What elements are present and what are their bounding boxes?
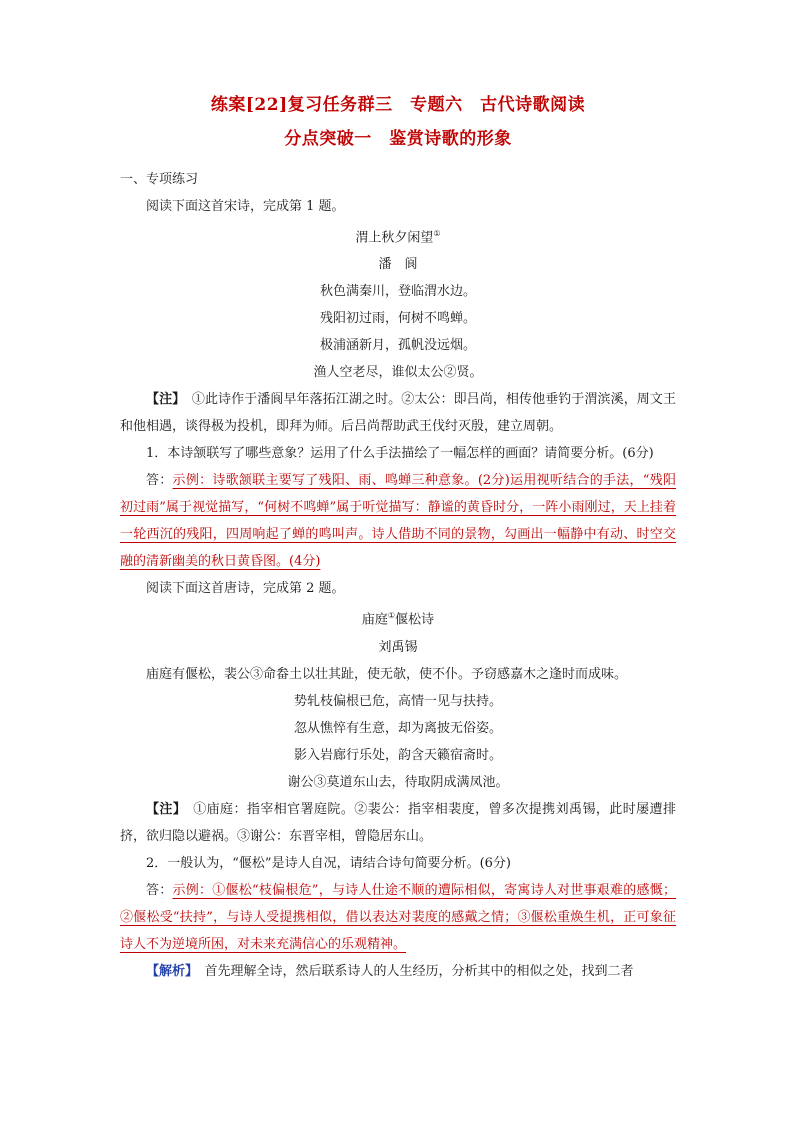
- q2-question: 2．一般认为，“偃松”是诗人自况，请结合诗句简要分析。(6分): [146, 855, 511, 871]
- q2-poem-line: 忽从憔悴有生意，却为离披无俗姿。: [293, 720, 502, 736]
- q1-poem-line: 渔人空老尽，谁似太公②贤。: [313, 365, 483, 381]
- q2-note: [120, 796, 676, 850]
- q2-poem-line: 影入岩廊行乐处，韵含天籁宿斋时。: [293, 747, 502, 763]
- q1-question: 1．本诗颔联写了哪些意象？运用了什么手法描绘了一幅怎样的画面？请简要分析。(6分): [146, 446, 654, 462]
- q1-answer: [120, 467, 676, 575]
- q2-poem-title-rest: 偃松诗: [395, 612, 435, 628]
- page-subtitle: 分点突破一 鉴赏诗歌的形象: [284, 129, 512, 149]
- q1-poem-title-text: 渭上秋夕闲望: [355, 230, 434, 246]
- q1-answer-label: 答：: [146, 473, 173, 489]
- q2-analysis-tag: 【解析】: [146, 963, 192, 979]
- q2-answer-label: 答：: [146, 882, 173, 898]
- q2-note-text: ①庙庭：指宰相官署庭院。②裴公：指宰相裴度，曾多次提携刘禹锡，此时屡遭排挤，欲归隐以避祸。③谢公：东晋宰相，曾隐居东山。: [120, 801, 676, 844]
- q2-answer-text: 示例：①偃松“枝偏根危”，与诗人仕途不顺的遭际相似，寄寓诗人对世事艰难的感慨；②偃松受“扶持”，与诗人受提携相似，借以表达对裴度的感戴之情；③偃松重焕生机，正可象征诗人不为逆境所困，对未来充满信心的乐观精神。: [120, 882, 676, 952]
- q1-poem-title-note: ①: [433, 229, 441, 238]
- q1-poem-line: 极浦涵新月，孤帆没远烟。: [319, 338, 476, 354]
- q2-poem-title-note: ①: [387, 611, 396, 621]
- q1-poem-title: [120, 220, 676, 251]
- q2-answer: [120, 877, 676, 958]
- q1-note-text: ①此诗作于潘阆早年落拓江湖之时。②太公：即吕尚，相传他垂钓于渭滨溪，周文王和他相遇，谈得极为投机，即拜为师。后吕尚帮助武王伐纣灭殷，建立周朝。: [120, 392, 676, 435]
- page-title: 练案[22]复习任务群三 专题六 古代诗歌阅读: [210, 95, 586, 115]
- q1-answer-text: 示例：诗歌颔联主要写了残阳、雨、鸣蝉三种意象。(2分)运用视听结合的手法，“残阳初过雨”属于视觉描写，“何树不鸣蝉”属于听觉描写：静谧的黄昏时分，一阵小雨刚过，天上挂着一轮西沉的残阳，四周响起了蝉的鸣叫声。诗人借助不同的景物，勾画出一幅静中有动、时空交融的清新幽美的秋日黄昏图。(4分): [120, 473, 676, 570]
- q2-analysis: [120, 958, 676, 985]
- q2-poem-author: 刘禹锡: [378, 639, 418, 655]
- q1-poem-line: 残阳初过雨，何树不鸣蝉。: [319, 311, 476, 327]
- section-heading: 一、专项练习: [120, 172, 199, 187]
- q2-analysis-text: 首先理解全诗，然后联系诗人的人生经历，分析其中的相似之处，找到二者: [191, 963, 634, 979]
- q1-poem-line: 秋色满秦川，登临渭水边。: [319, 284, 476, 300]
- q2-poem-title-text: 庙庭: [361, 612, 388, 628]
- q2-preface: 庙庭有偃松，裴公③命畚土以壮其趾，使无欹，使不仆。予窃感嘉木之逢时而成味。: [146, 666, 628, 682]
- q1-note-tag: 【注】: [146, 392, 179, 408]
- q1-intro: 阅读下面这首宋诗，完成第 1 题。: [146, 199, 345, 214]
- q1-note: [120, 386, 676, 440]
- document-content: [120, 92, 676, 985]
- q2-poem-line: 势轧枝偏根已危，高情一见与扶持。: [293, 693, 502, 709]
- q1-poem-author: 潘 阆: [378, 257, 418, 273]
- q2-intro: 阅读下面这首唐诗，完成第 2 题。: [146, 581, 345, 597]
- q2-poem-title: [120, 602, 676, 633]
- q2-note-tag: 【注】: [146, 801, 180, 817]
- q2-poem-line: 谢公③莫道东山去，待取阴成满凤池。: [287, 774, 509, 790]
